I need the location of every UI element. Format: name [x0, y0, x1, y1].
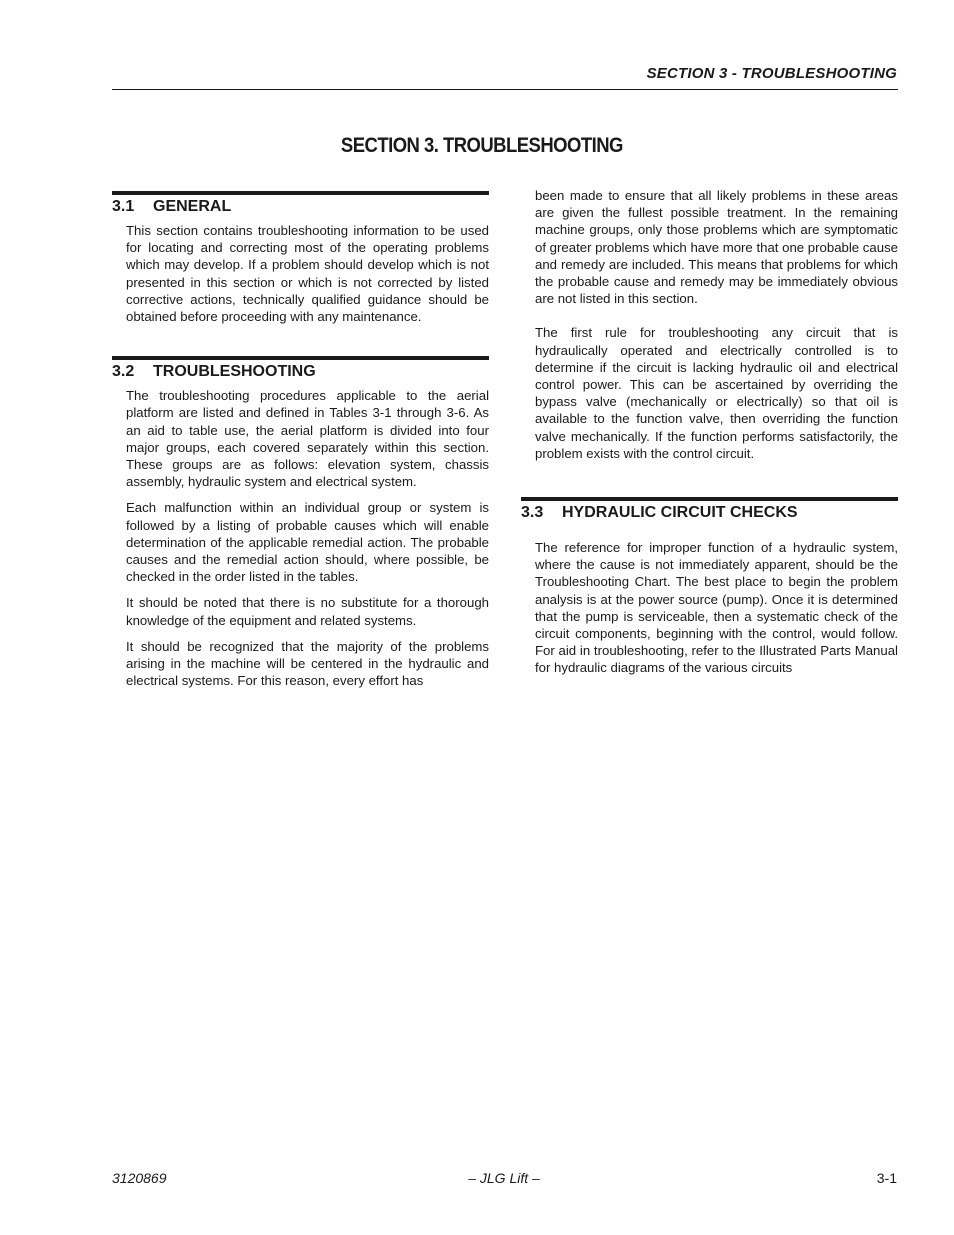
- section-heading-general: [112, 198, 489, 218]
- section-troubleshooting: [112, 356, 489, 689]
- paragraph: Each malfunction within an individual group or system is followed by a listing of probable causes which will enable determination of the applicable remedial action. The probable causes and the remedial action should, where possible, be checked in the order listed in the tables.: [126, 500, 489, 585]
- right-column: [521, 187, 898, 677]
- heading-rule: [112, 191, 489, 195]
- running-head: SECTION 3 - TROUBLESHOOTING: [646, 65, 897, 82]
- section-heading-text: HYDRAULIC CIRCUIT CHECKS: [562, 504, 798, 522]
- paragraph: It should be noted that there is no substitute for a thorough knowledge of the equipment and related systems.: [126, 595, 489, 628]
- page-title: SECTION 3. TROUBLESHOOTING: [340, 134, 623, 157]
- paragraph: The troubleshooting procedures applicable to the aerial platform are listed and defined in Tables 3-1 through 3-6. As an aid to table use, the aerial platform is divided into four major groups, each covered separately within this section. These groups are as follows: elevation system, chassis assembly, hydraulic system and electrical system.: [126, 388, 489, 490]
- paragraph: It should be recognized that the majority of the problems arising in the machine will be centered in the hydraulic and electrical systems. For this reason, every effort has: [126, 638, 489, 689]
- left-column: [112, 191, 489, 689]
- section-heading-text: TROUBLESHOOTING: [153, 363, 316, 381]
- heading-rule: [521, 497, 898, 501]
- section-heading-troubleshooting: [112, 363, 489, 383]
- paragraph: The reference for improper function of a hydraulic system, where the cause is not immediately apparent, should be the Troubleshooting Chart. The best place to begin the problem analysis is at the power source (pump). Once it is determined that the pump is serviceable, then a systematic check of the circuit components, beginning with the control, would follow. For aid in troubleshooting, refer to the Illustrated Parts Manual for hydraulic diagrams of the various circuits: [535, 540, 898, 676]
- footer-brand: – JLG Lift –: [468, 1170, 540, 1186]
- section-number: 3.1: [112, 198, 135, 215]
- section-number: 3.2: [112, 363, 135, 381]
- heading-rule: [112, 356, 489, 360]
- section-hydraulic-circuit-checks: [521, 497, 898, 677]
- section-heading-hydraulic: [521, 504, 898, 524]
- document-number: 3120869: [112, 1170, 167, 1186]
- section-heading-text: GENERAL: [153, 198, 232, 215]
- section-number: 3.3: [521, 504, 544, 522]
- page-number: 3-1: [876, 1170, 897, 1186]
- paragraph: been made to ensure that all likely problems in these areas are given the fullest possible treatment. In the remaining machine groups, only those problems which are symptomatic of greater problems which have more that one probable cause and remedy are included. This means that problems for which the probable cause and remedy may be immediately obvious are not listed in this section.: [535, 188, 898, 307]
- header-rule: [112, 89, 898, 90]
- paragraph: This section contains troubleshooting information to be used for locating and correcting most of the operating problems which may develop. If a problem should develop which is not presented in this section or which is not corrected by listed corrective actions, technically qualified guidance should be obtained before proceeding with any maintenance.: [126, 223, 489, 325]
- section-general: [112, 191, 489, 325]
- paragraph: The first rule for troubleshooting any circuit that is hydraulically operated and electrically controlled is to determine if the circuit is lacking hydraulic oil and electrical control power. This can be ascertained by overriding the bypass valve (mechanically or electrically) so that oil is available to the function valve, then overriding the function valve mechanically. If the function performs satisfactorily, the problem exists with the control circuit.: [535, 325, 898, 461]
